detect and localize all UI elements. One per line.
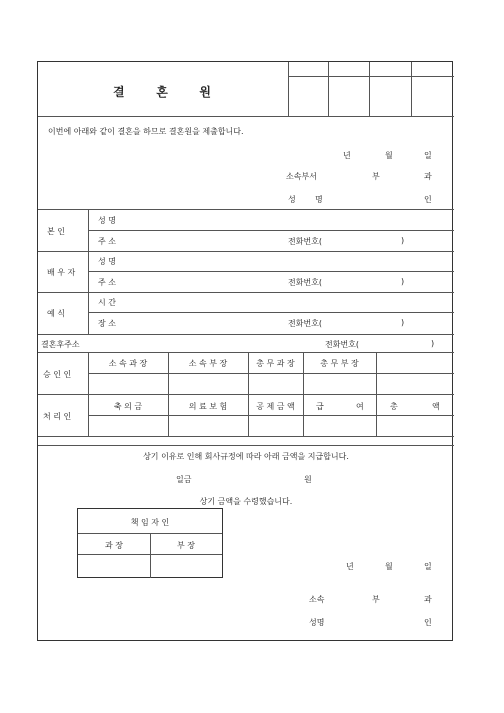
after-address-label: 결혼후주소 [41, 340, 80, 349]
receipt-day-label: 일 [424, 562, 432, 571]
applicant-seal-label: 인 [424, 195, 432, 204]
responsible-box [77, 508, 223, 578]
after-phone-close: ) [431, 339, 435, 348]
processor-header-total-1: 총 [390, 402, 398, 411]
approver-header-admin-head: 총 무 부 장 [320, 359, 359, 368]
dept-bu-label: 부 [372, 172, 380, 181]
intro-text: 이번에 아래와 같이 결혼을 하므로 결혼원을 제출합니다. [48, 127, 244, 136]
processor-header-salary-2: 여 [356, 402, 364, 411]
self-section-label: 본 인 [47, 227, 65, 236]
processor-header-deduction: 공 제 금 액 [256, 402, 295, 411]
date-day-label: 일 [424, 151, 432, 160]
ceremony-phone-close: ) [401, 318, 405, 327]
approver-header-admin-manager: 총 무 과 장 [256, 359, 295, 368]
spouse-address-label: 주 소 [98, 278, 116, 287]
applicant-name-label-2: 명 [315, 195, 323, 204]
processor-header-total-2: 액 [432, 402, 440, 411]
spouse-phone-close: ) [401, 277, 405, 286]
processor-header-congrats: 축 의 금 [113, 402, 143, 411]
ceremony-section-label: 예 식 [47, 309, 65, 318]
receipt-seal-label: 인 [424, 618, 432, 627]
receipt-month-label: 월 [385, 562, 393, 571]
self-address-label: 주 소 [98, 237, 116, 246]
approver-label: 승 인 인 [43, 370, 72, 379]
date-month-label: 월 [385, 151, 393, 160]
receipt-bu-label: 부 [372, 595, 380, 604]
processor-header-salary-1: 급 [316, 402, 324, 411]
dept-label: 소속부서 [286, 172, 317, 181]
approver-header-dept-head: 소 속 부 장 [188, 359, 228, 368]
receipt-year-label: 년 [346, 562, 354, 571]
processor-header-insurance: 의 료 보 험 [188, 402, 228, 411]
ceremony-time-label: 시 간 [98, 298, 116, 307]
applicant-name-label-1: 성 [288, 195, 296, 204]
spouse-name-label: 성 명 [98, 257, 116, 266]
self-phone-close: ) [401, 236, 405, 245]
after-phone-label: 전화번호( [325, 340, 360, 349]
receipt-name-label: 성명 [309, 618, 325, 627]
payment-won-label: 원 [304, 475, 312, 484]
ceremony-place-label: 장 소 [98, 319, 116, 328]
ceremony-phone-label: 전화번호( [288, 319, 323, 328]
dept-gwa-label: 과 [424, 172, 432, 181]
spouse-section-label: 배 우 자 [47, 268, 76, 277]
spouse-phone-label: 전화번호( [288, 278, 323, 287]
payment-received-text: 상기 금액을 수령했습니다. [199, 497, 293, 506]
responsible-title: 책 임 자 인 [130, 518, 170, 527]
payment-statement: 상기 이유로 인해 회사규정에 따라 아래 금액을 지급합니다. [143, 452, 349, 461]
self-name-label: 성 명 [98, 216, 116, 225]
receipt-dept-label: 소속 [309, 595, 325, 604]
self-phone-label: 전화번호( [288, 237, 323, 246]
responsible-col-head: 부 장 [177, 541, 195, 550]
marriage-application-form [37, 61, 453, 641]
processor-label: 처 리 인 [43, 412, 72, 421]
approver-header-dept-manager: 소 속 과 장 [108, 359, 148, 368]
form-title: 결 혼 원 [113, 85, 213, 99]
responsible-col-manager: 과 장 [105, 541, 123, 550]
receipt-gwa-label: 과 [424, 595, 432, 604]
date-year-label: 년 [343, 151, 351, 160]
payment-amount-label: 일금 [176, 475, 192, 484]
